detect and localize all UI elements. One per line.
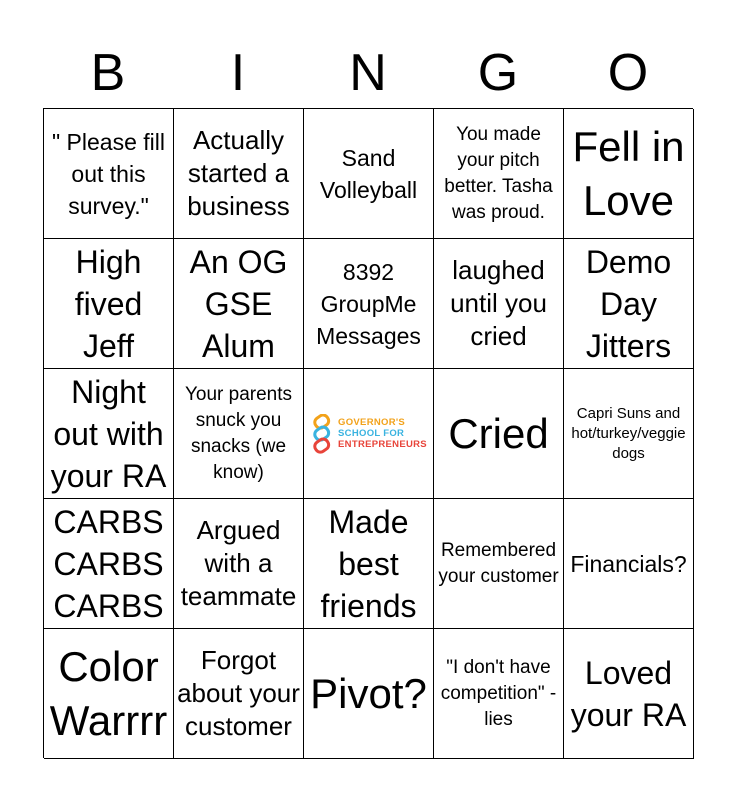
header-letter-o: O bbox=[607, 44, 649, 102]
bingo-cell[interactable] bbox=[44, 239, 174, 369]
cell-text: Loved your RA bbox=[570, 654, 687, 733]
cell-text: You made your pitch better. Tasha was proud. bbox=[444, 123, 553, 223]
cell-text: An OG GSE Alum bbox=[189, 243, 288, 364]
bingo-cell[interactable] bbox=[434, 109, 564, 239]
logo-line-3: ENTREPRENEURS bbox=[338, 439, 427, 450]
bingo-cell[interactable] bbox=[564, 369, 694, 499]
bingo-cell[interactable] bbox=[564, 239, 694, 369]
free-space-logo-cell[interactable] bbox=[304, 369, 434, 499]
cell-text: 8392 GroupMe Messages bbox=[316, 258, 421, 349]
cell-text: "I don't have competition" - lies bbox=[440, 656, 557, 730]
cell-text: Made best friends bbox=[320, 503, 417, 624]
logo-line-1: GOVERNOR'S bbox=[338, 417, 406, 428]
bingo-cell[interactable] bbox=[564, 109, 694, 239]
cell-text: Capri Suns and hot/turkey/veggie dogs bbox=[571, 404, 686, 462]
cell-text: Cried bbox=[448, 409, 549, 457]
header-letter-i: I bbox=[230, 44, 246, 102]
cell-text: Argued with a teammate bbox=[180, 515, 297, 611]
bingo-grid bbox=[43, 108, 693, 758]
cell-text: Actually started a business bbox=[187, 125, 290, 221]
bingo-cell[interactable] bbox=[304, 629, 434, 759]
cell-text: CARBS CARBS CARBS bbox=[53, 503, 164, 624]
chain-links-logo-icon bbox=[310, 414, 336, 454]
bingo-cell[interactable] bbox=[434, 239, 564, 369]
cell-text: Your parents snuck you snacks (we know) bbox=[184, 383, 293, 483]
cell-text: Night out with your RA bbox=[50, 373, 167, 494]
header-letter-b: B bbox=[90, 44, 126, 102]
cell-text: Sand Volleyball bbox=[319, 144, 418, 203]
bingo-cell[interactable] bbox=[174, 109, 304, 239]
bingo-cell[interactable] bbox=[174, 239, 304, 369]
cell-text: laughed until you cried bbox=[450, 255, 547, 351]
bingo-header bbox=[43, 40, 693, 106]
header-letter-n: N bbox=[349, 44, 387, 102]
cell-text: Financials? bbox=[570, 550, 687, 577]
cell-text: Forgot about your customer bbox=[177, 645, 300, 741]
bingo-cell[interactable] bbox=[304, 239, 434, 369]
bingo-cell[interactable] bbox=[304, 109, 434, 239]
bingo-cell[interactable] bbox=[44, 109, 174, 239]
bingo-cell[interactable] bbox=[174, 499, 304, 629]
bingo-cell[interactable] bbox=[44, 499, 174, 629]
cell-text: Pivot? bbox=[310, 669, 427, 717]
bingo-cell[interactable] bbox=[564, 499, 694, 629]
bingo-cell[interactable] bbox=[434, 629, 564, 759]
bingo-cell[interactable] bbox=[44, 369, 174, 499]
bingo-cell[interactable] bbox=[44, 629, 174, 759]
bingo-cell[interactable] bbox=[174, 369, 304, 499]
logo-wordmark bbox=[338, 417, 427, 450]
bingo-cell[interactable] bbox=[304, 499, 434, 629]
bingo-cell[interactable] bbox=[434, 369, 564, 499]
cell-text: Color Warrrr bbox=[49, 642, 168, 744]
logo-line-2: SCHOOL FOR bbox=[338, 428, 405, 439]
header-letter-g: G bbox=[477, 44, 519, 102]
cell-text: High fived Jeff bbox=[74, 243, 143, 364]
bingo-cell[interactable] bbox=[434, 499, 564, 629]
bingo-cell[interactable] bbox=[174, 629, 304, 759]
cell-text: Fell in Love bbox=[572, 122, 685, 224]
cell-text: Demo Day Jitters bbox=[585, 243, 672, 364]
cell-text: Remembered your customer bbox=[438, 539, 559, 587]
cell-text: " Please fill out this survey." bbox=[52, 128, 165, 219]
bingo-cell[interactable] bbox=[564, 629, 694, 759]
